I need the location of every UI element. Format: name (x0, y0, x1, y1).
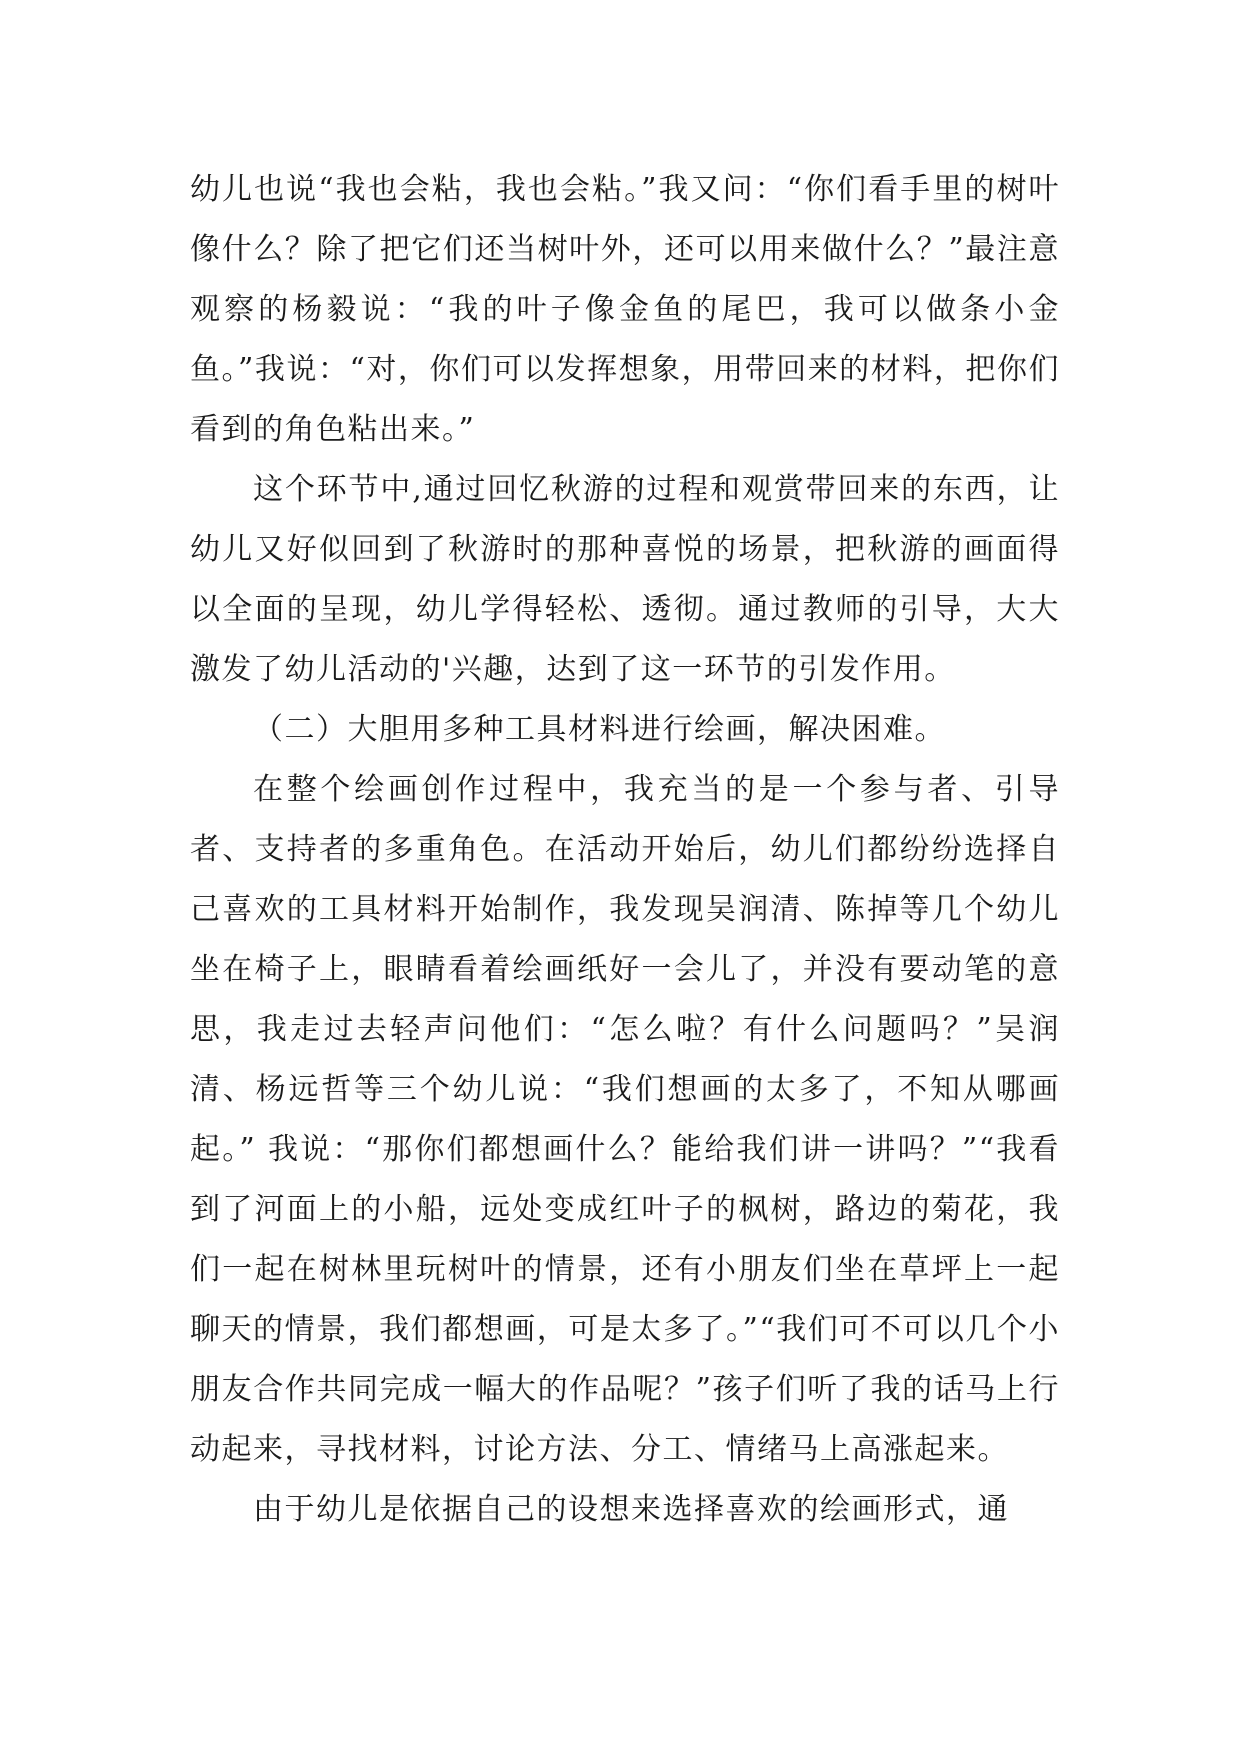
paragraph-summary: 这个环节中,通过回忆秋游的过程和观赏带回来的东西，让幼儿又好似回到了秋游时的那种喜悦的场景，把秋游的画面得以全面的呈现，幼儿学得轻松、透彻。通过教师的引导，大大激发了幼儿活动的'兴趣，达到了这一环节的引发作用。 (190, 472, 1060, 687)
section-heading: （二）大胆用多种工具材料进行绘画，解决困难。 (253, 712, 946, 747)
paragraph-continued: 幼儿也说“我也会粘，我也会粘。”我又问：“你们看手里的树叶像什么？除了把它们还当树叶外，还可以用来做什么？”最注意观察的杨毅说：“我的叶子像金鱼的尾巴，我可以做条小金鱼。”我说：“对，你们可以发挥想象，用带回来的材料，把你们看到的角色粘出来。” (190, 172, 1060, 447)
paragraph-continues-next-page: 由于幼儿是依据自己的设想来选择喜欢的绘画形式，通 (253, 1492, 1009, 1527)
paragraph-creation-process: 在整个绘画创作过程中，我充当的是一个参与者、引导者、支持者的多重角色。在活动开始后，幼儿们都纷纷选择自己喜欢的工具材料开始制作，我发现吴润清、陈掉等几个幼儿坐在椅子上，眼睛看着绘画纸好一会儿了，并没有要动笔的意思，我走过去轻声问他们：“怎么啦？有什么问题吗？”吴润清、杨远哲等三个幼儿说：“我们想画的太多了，不知从哪画起。” 我说：“那你们都想画什么？能给我们讲一讲吗？”“我看到了河面上的小船，远处变成红叶子的枫树，路边的菊花，我们一起在树林里玩树叶的情景，还有小朋友们坐在草坪上一起聊天的情景，我们都想画，可是太多了。”“我们可不可以几个小朋友合作共同完成一幅大的作品呢？”孩子们听了我的话马上行动起来，寻找材料，讨论方法、分工、情绪马上高涨起来。 (190, 772, 1060, 1467)
body-text (190, 160, 1060, 1540)
